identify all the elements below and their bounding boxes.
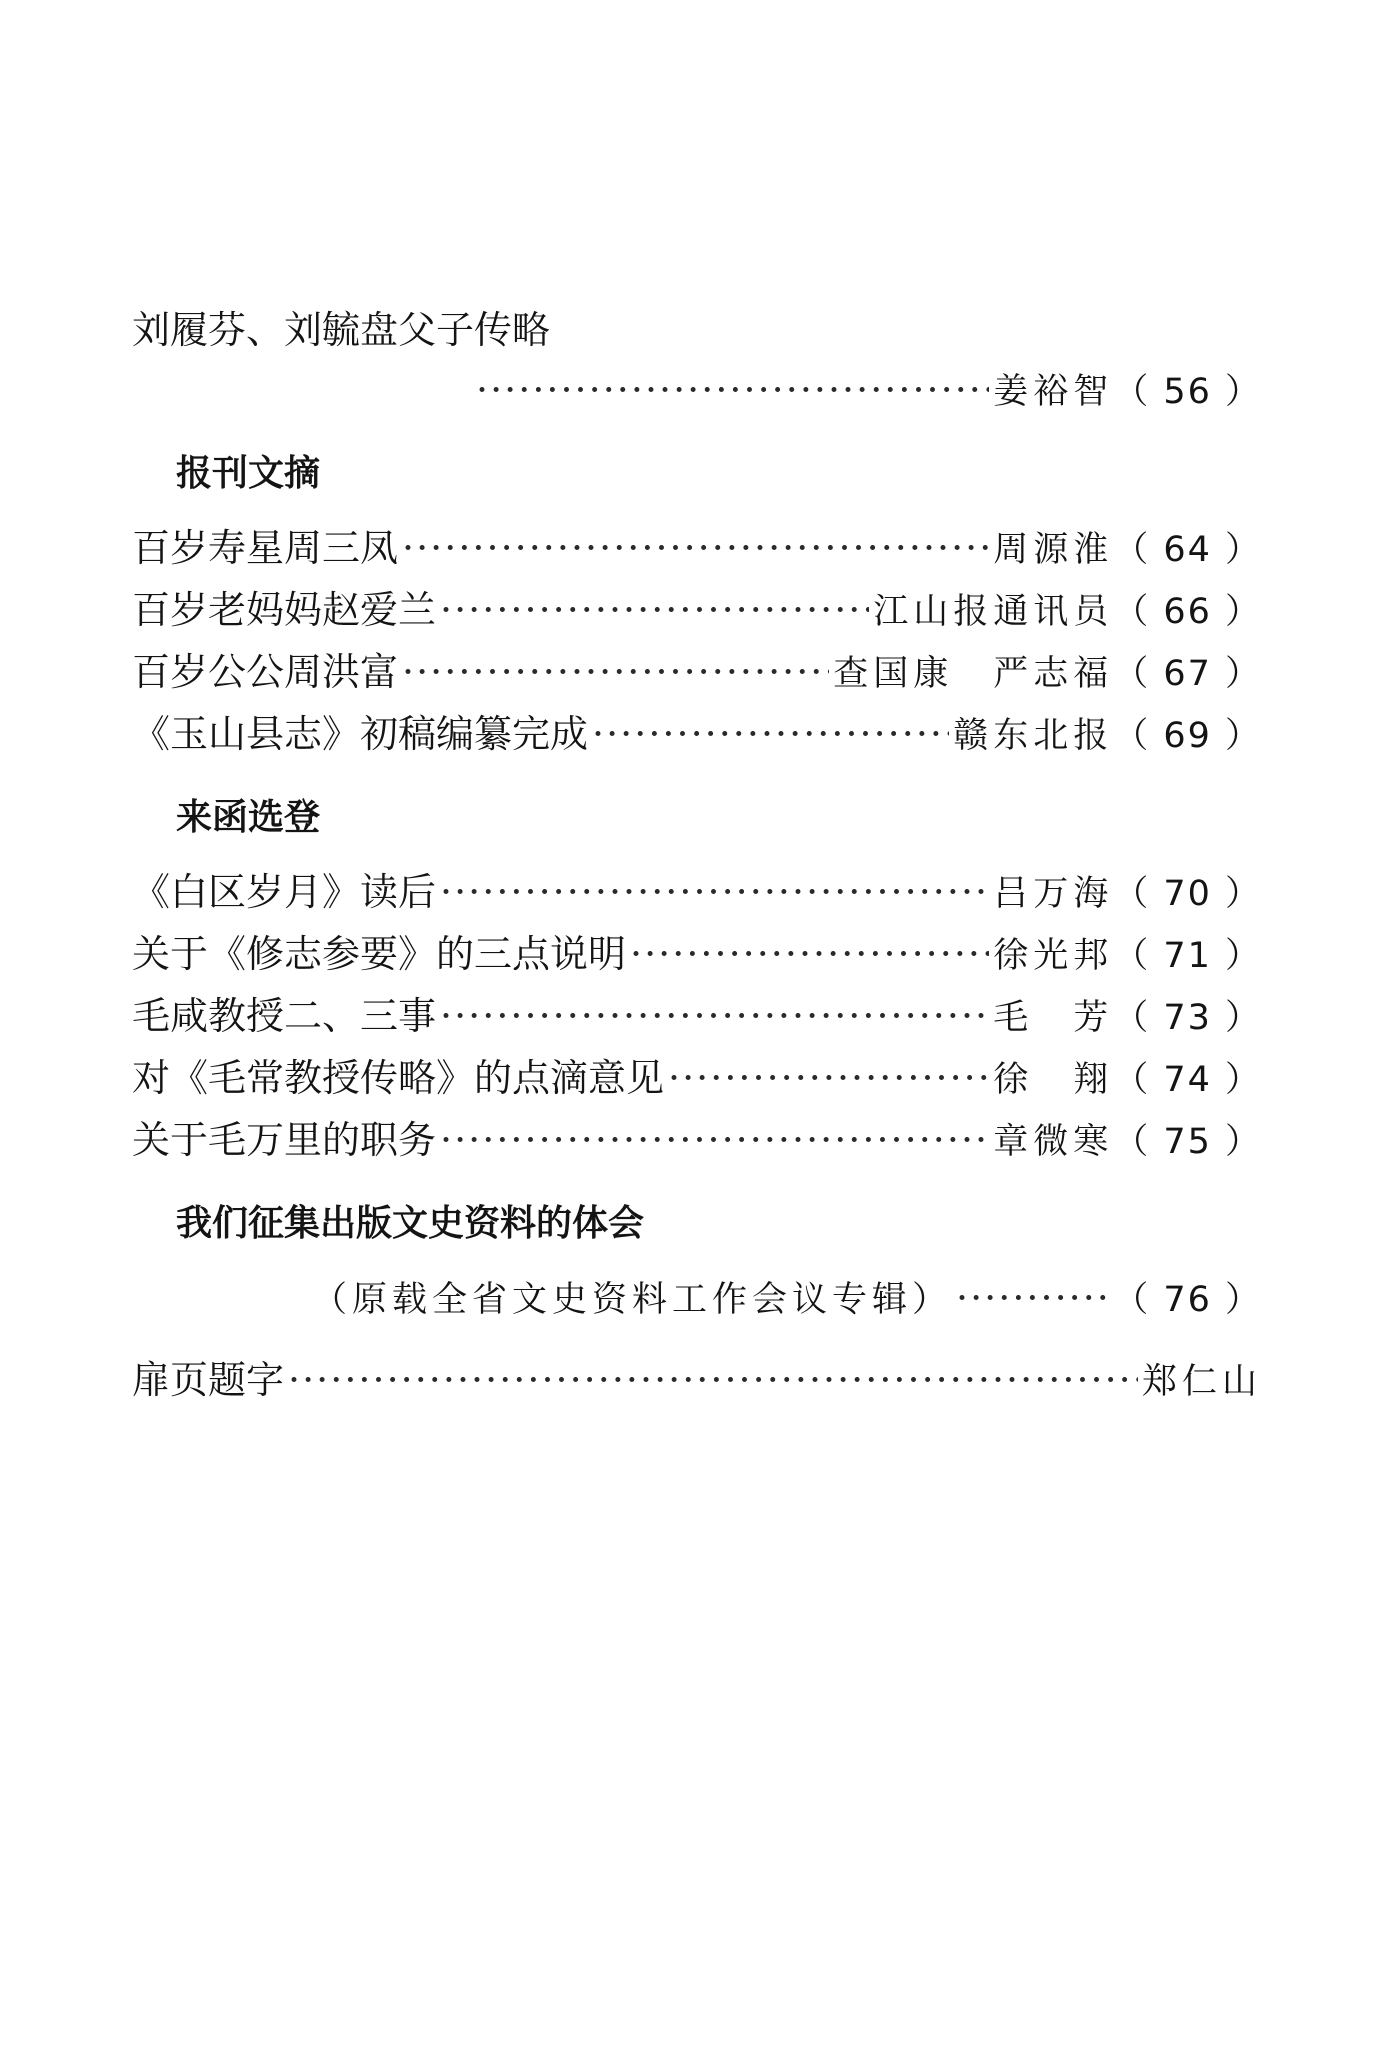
dot-leader: [956, 1268, 1109, 1328]
toc-entry-title: 对《毛常教授传略》的点滴意见: [132, 1056, 665, 1100]
table-of-contents: [132, 300, 1262, 1412]
toc-entry: [132, 1350, 1262, 1412]
toc-entry-author: 徐光邦: [993, 936, 1114, 976]
toc-entry-page: （ 66 ）: [1113, 592, 1262, 632]
dot-leader: [288, 1350, 1138, 1410]
toc-entry-author: 毛 芳: [993, 998, 1114, 1038]
toc-entry: [132, 862, 1262, 924]
toc-entry-title: 刘履芬、刘毓盘父子传略: [132, 308, 551, 352]
toc-entry: [132, 642, 1262, 704]
toc-entry-title: 关于《修志参要》的三点说明: [132, 932, 627, 976]
dot-leader: [668, 1048, 989, 1108]
toc-entry-page: （ 74 ）: [1113, 1060, 1262, 1100]
dot-leader: [440, 986, 989, 1046]
toc-entry-page: （ 75 ）: [1113, 1122, 1262, 1162]
toc-entry-title: 《玉山县志》初稿编纂完成: [132, 712, 589, 756]
toc-entry-page: （ 73 ）: [1113, 998, 1262, 1038]
toc-entry: [132, 986, 1262, 1048]
toc-entry-author: 江山报通讯员: [873, 592, 1114, 632]
toc-entry-title: 扉页题字: [132, 1358, 285, 1402]
toc-entry: [132, 518, 1262, 580]
toc-entry-note: （原载全省文史资料工作会议专辑）: [312, 1280, 953, 1320]
toc-entry-page: （ 71 ）: [1113, 936, 1262, 976]
toc-entry-author: 郑仁山: [1141, 1362, 1262, 1402]
toc-entry-title: 百岁寿星周三凤: [132, 526, 399, 570]
toc-entry-page: （ 67 ）: [1113, 654, 1262, 694]
section-heading: 来函选登: [176, 797, 321, 838]
toc-entry: [132, 580, 1262, 642]
toc-entry-page: （ 70 ）: [1113, 874, 1262, 914]
dot-leader: [440, 862, 989, 922]
toc-entry-title: 关于毛万里的职务: [132, 1118, 437, 1162]
spacer: [132, 1330, 1262, 1350]
section-heading: 报刊文摘: [176, 453, 321, 494]
toc-entry-author: 周源淮: [993, 530, 1114, 570]
toc-entry: [132, 1110, 1262, 1172]
dot-leader: [592, 704, 949, 764]
toc-entry: [132, 1048, 1262, 1110]
toc-entry: [132, 1268, 1262, 1330]
toc-entry-author: 姜裕智: [993, 372, 1114, 412]
toc-entry-title: 《白区岁月》读后: [132, 870, 437, 914]
toc-entry-author: 赣东北报: [953, 716, 1114, 756]
toc-entry: [132, 924, 1262, 986]
toc-entry: [132, 360, 1262, 422]
dot-leader: [402, 642, 829, 702]
toc-entry-title: 百岁公公周洪富: [132, 650, 399, 694]
dot-leader: [440, 580, 869, 640]
dot-leader: [440, 1110, 989, 1170]
toc-entry-author: 吕万海: [993, 874, 1114, 914]
toc-entry-page: （ 76 ）: [1113, 1280, 1262, 1320]
toc-entry-author: 查国康 严志福: [833, 654, 1114, 694]
toc-entry-title: 百岁老妈妈赵爱兰: [132, 588, 437, 632]
toc-entry-author: 章微寒: [993, 1122, 1114, 1162]
section-heading: 我们征集出版文史资料的体会: [176, 1203, 645, 1244]
toc-entry-author: 徐 翔: [993, 1060, 1114, 1100]
toc-entry: [132, 704, 1262, 766]
dot-leader: [476, 360, 989, 420]
dot-leader: [630, 924, 989, 984]
dot-leader: [402, 518, 989, 578]
toc-entry-title: 毛咸教授二、三事: [132, 994, 437, 1038]
toc-entry-page: （ 56 ）: [1113, 372, 1262, 412]
toc-entry-page: （ 64 ）: [1113, 530, 1262, 570]
toc-entry-page: （ 69 ）: [1113, 716, 1262, 756]
